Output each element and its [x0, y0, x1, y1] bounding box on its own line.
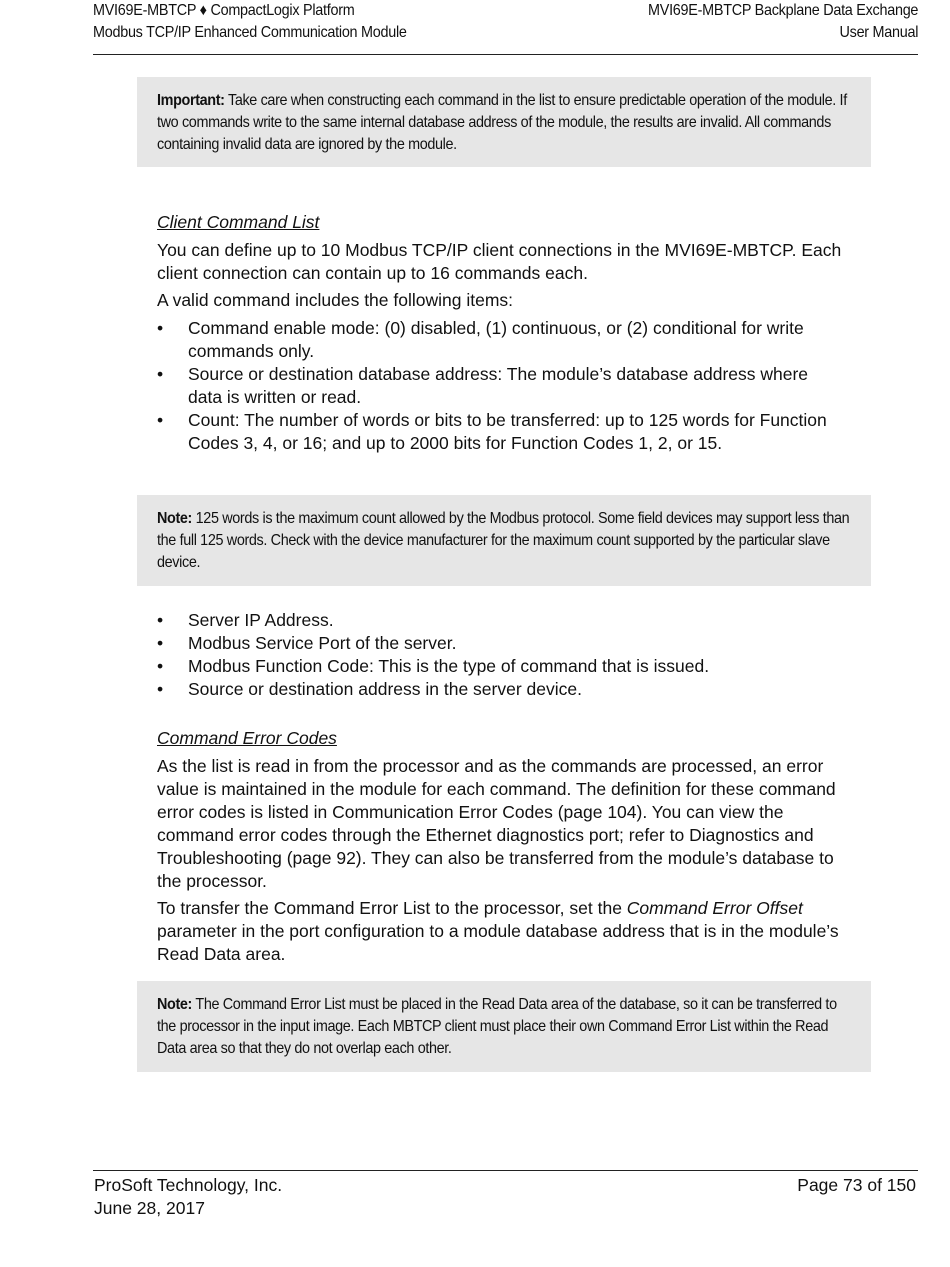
- page-header: [93, 0, 918, 55]
- error-list-note-body: The Command Error List must be placed in the Read Data area of the database, so it can be transferred to the processor in the input image. Each MBTCP client must place their own Command Error List within the Read Data area so that they do not overlap each other.: [157, 996, 837, 1057]
- command-error-codes-body: [157, 755, 857, 966]
- error-list-note-text: [157, 994, 850, 1060]
- client-command-list-heading: Client Command List: [157, 212, 320, 232]
- header-product-title: MVI69E-MBTCP ♦ CompactLogix Platform: [93, 2, 355, 19]
- count-note-box: [137, 495, 871, 586]
- command-items-list: [157, 317, 829, 455]
- header-left: [93, 0, 407, 44]
- note-label: Note:: [157, 510, 193, 527]
- command-error-codes-heading: Command Error Codes: [157, 728, 337, 748]
- list-item: • Command enable mode: (0) disabled, (1) continuous, or (2) conditional for write commands only.: [157, 317, 829, 363]
- count-note-text: [157, 508, 850, 574]
- list-item: • Source or destination database address: The module’s database address where data is written or read.: [157, 363, 829, 409]
- important-body: Take care when constructing each command in the list to ensure predictable operation of the module. If two commands write to the same internal database address of the module, the results are invalid. All commands containing invalid data are ignored by the module.: [157, 92, 847, 153]
- list-item: • Server IP Address.: [157, 609, 857, 632]
- client-command-list-body: [157, 239, 857, 455]
- list-item: • Modbus Function Code: This is the type of command that is issued.: [157, 655, 857, 678]
- header-right: [648, 0, 918, 44]
- footer-company: ProSoft Technology, Inc.: [94, 1175, 283, 1195]
- footer-left: [94, 1174, 282, 1220]
- server-items: [157, 609, 857, 701]
- client-command-list-para1: You can define up to 10 Modbus TCP/IP client connections in the MVI69E-MBTCP. Each client connection can contain up to 16 commands each.: [157, 240, 842, 283]
- para2-text-a: To transfer the Command Error List to the processor, set the: [157, 898, 627, 918]
- note-label: Note:: [157, 996, 193, 1013]
- header-section-title: MVI69E-MBTCP Backplane Data Exchange: [647, 2, 918, 19]
- header-module-title: Modbus TCP/IP Enhanced Communication Module: [93, 24, 407, 41]
- count-note-body: 125 words is the maximum count allowed by the Modbus protocol. Some field devices may support less than the full 125 words. Check with the device manufacturer for the maximum count supported by the particular slave device.: [157, 510, 850, 571]
- client-command-list-para2: A valid command includes the following items:: [157, 290, 514, 310]
- command-error-codes-para2: [157, 897, 857, 966]
- parameter-name: Command Error Offset: [626, 898, 803, 918]
- header-doc-type: User Manual: [839, 24, 918, 41]
- command-error-codes-para1: As the list is read in from the processor and as the commands are processed, an error value is maintained in the module for each command. The definition for these command error codes is listed in Communication Error Codes (page 104). You can view the command error codes through the Ethernet diagnostics port; refer to Diagnostics and Troubleshooting (page 92). They can also be transferred from the module’s database to the processor.: [157, 756, 836, 891]
- list-item: • Source or destination address in the server device.: [157, 678, 857, 701]
- list-item: • Modbus Service Port of the server.: [157, 632, 857, 655]
- page-footer: [93, 1170, 918, 1218]
- footer-date: June 28, 2017: [94, 1198, 205, 1218]
- list-item: • Count: The number of words or bits to be transferred: up to 125 words for Function Codes 3, 4, or 16; and up to 2000 bits for Function Codes 1, 2, or 15.: [157, 409, 829, 455]
- para2-text-b: parameter in the port configuration to a module database address that is in the module’s Read Data area.: [157, 921, 839, 964]
- important-note-text: [157, 90, 850, 156]
- error-list-note-box: [137, 981, 871, 1072]
- server-items-list: [157, 609, 857, 701]
- important-label: Important:: [157, 92, 225, 109]
- footer-page-number: Page 73 of 150: [797, 1175, 916, 1195]
- important-note-box: [137, 77, 871, 167]
